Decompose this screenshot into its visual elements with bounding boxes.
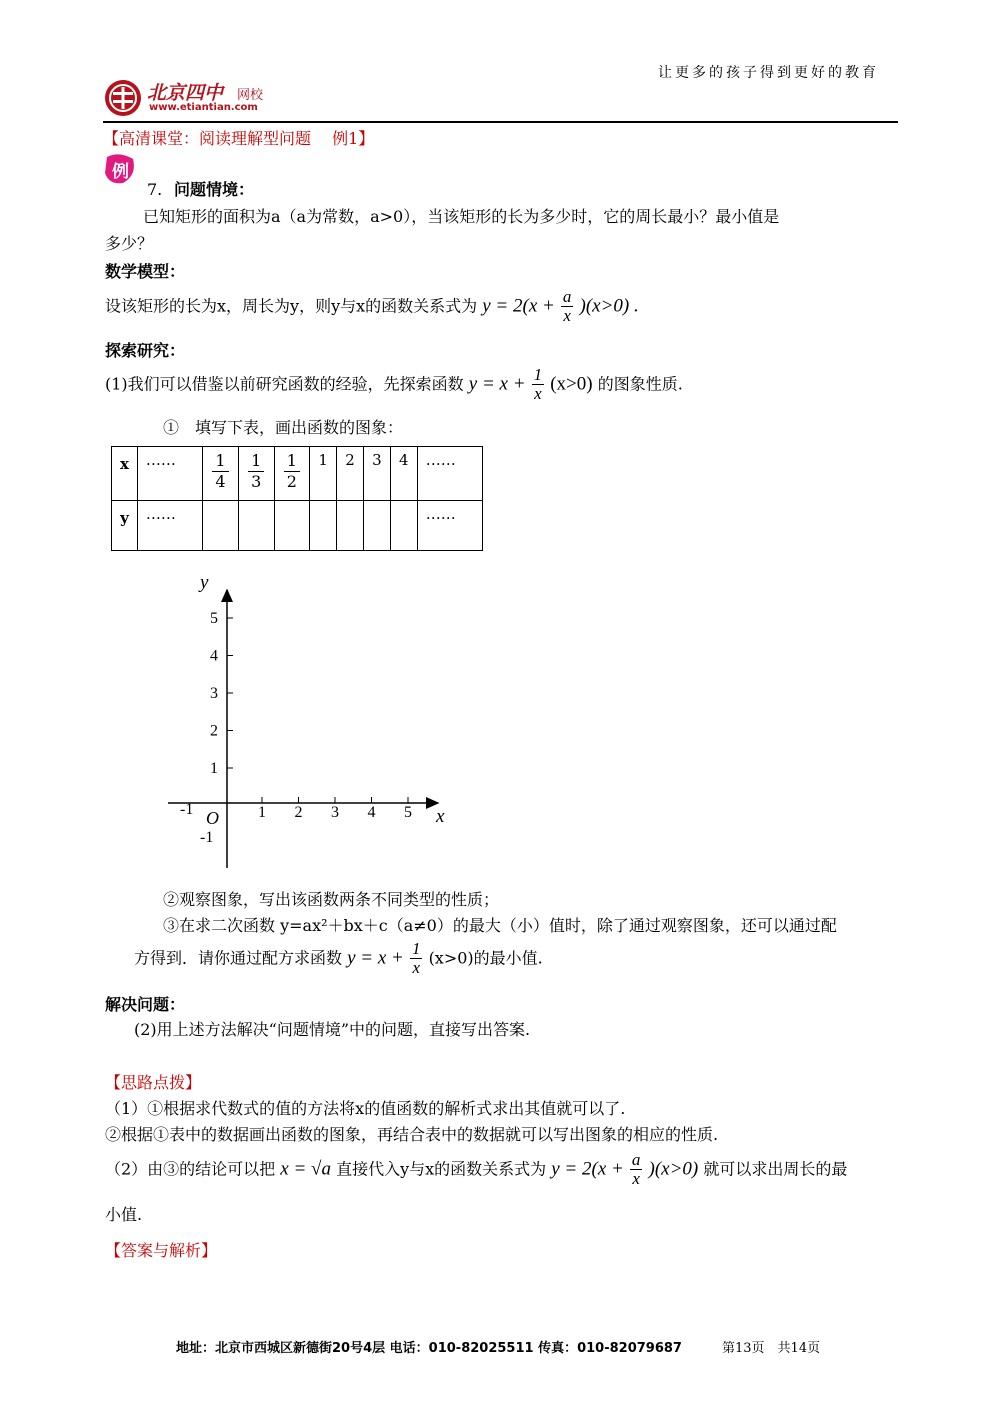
table-cell: 3 [363, 447, 390, 501]
footer-address: 地址：北京市西城区新德街20号4层 电话：010-82025511 传真：010-82079687 [176, 1341, 682, 1356]
y-axis-label: y [200, 572, 209, 593]
table-cell [337, 501, 364, 551]
y-tick-label: 3 [210, 685, 218, 702]
hints-title: 【思路点拨】 [105, 1073, 202, 1092]
x-tick-label: 5 [404, 804, 412, 821]
hints-line1: （1）①根据求代数式的值的方法将x的值函数的解析式求出其值就可以了. [105, 1099, 626, 1118]
hints-line2: ②根据①表中的数据画出函数的图象，再结合表中的数据就可以写出图象的相应的性质. [105, 1125, 719, 1144]
table-cell [310, 501, 337, 551]
table-cell [203, 501, 239, 551]
table-row [112, 447, 483, 501]
step2: ②观察图象，写出该函数两条不同类型的性质； [163, 890, 500, 909]
logo-emblem-icon [103, 78, 143, 118]
x-tick-label: 2 [294, 804, 303, 821]
problem-number: 7. [147, 180, 163, 199]
explore-title: 探索研究： [105, 341, 186, 360]
table-row [112, 501, 483, 551]
solve-title: 解决问题： [105, 995, 186, 1014]
table-row-head: y [112, 501, 138, 551]
step3-line2: 方得到．请你通过配方求函数 y = x + $\frac{1}{x}$ (x>0)的最小值. [134, 939, 543, 977]
neg-x-label: -1 [180, 801, 194, 818]
hints-line3: （2）由③的结论可以把 x = √a 直接代入y与x的函数关系式为 y = 2(x + $\frac{a}{x}$ )(x>0) 就可以求出周长的最 [105, 1150, 848, 1188]
table-cell: 4 [390, 447, 417, 501]
header-rule [103, 121, 898, 123]
y-tick-label: 4 [210, 647, 218, 665]
logo-sub: 网校 [237, 88, 264, 103]
table-cell [274, 501, 310, 551]
logo [103, 78, 293, 118]
fraction-value: $\frac{1}{3}$ [248, 451, 264, 492]
y-tick-label: 5 [210, 610, 218, 627]
table-cell: …… [137, 447, 202, 501]
table-cell: 1 [310, 447, 337, 501]
table-cell: …… [417, 447, 482, 501]
example-badge: 例 [103, 153, 137, 185]
table-cell [238, 501, 274, 551]
model-line: 设该矩形的长为x，周长为y，则y与x的函数关系式为 y = 2(x + $\frac{a}{x}$ )(x>0) . [105, 287, 639, 325]
x-axis-label: x [436, 806, 445, 827]
header-slogan: 让更多的孩子得到更好的教育 [658, 65, 879, 81]
footer-page: 第13页 共14页 [722, 1341, 821, 1356]
table-cell [274, 447, 310, 501]
section-tag: 【高清课堂：阅读理解型问题 例1】 [103, 129, 375, 148]
coordinate-graph [160, 570, 460, 870]
step3-line1: ③在求二次函数 y=ax²＋bx＋c（a≠0）的最大（小）值时，除了通过观察图象，还可以通过配 [163, 916, 837, 935]
table-cell: …… [417, 501, 482, 551]
explore-line1: (1)我们可以借鉴以前研究函数的经验，先探索函数 y = x + $\frac{1}{x}$ (x>0) 的图象性质. [105, 365, 683, 403]
table-cell [390, 501, 417, 551]
situation-title: 问题情境： [174, 180, 255, 199]
table-cell: …… [137, 501, 202, 551]
origin-label: O [206, 808, 219, 828]
logo-url: www.etiantian.com [149, 102, 258, 113]
situation-line2: 多少？ [105, 234, 154, 253]
x-tick-label: 4 [367, 804, 376, 821]
y-tick-label: 2 [210, 722, 218, 740]
table-cell [238, 447, 274, 501]
fraction-value: $\frac{1}{2}$ [284, 451, 300, 492]
situation-line1: 已知矩形的面积为a（a为常数，a>0），当该矩形的长为多少时，它的周长最小？最小值是 [143, 207, 780, 226]
value-table [111, 446, 483, 551]
x-tick-label: 3 [331, 804, 339, 821]
model-title: 数学模型： [105, 262, 186, 281]
neg-y-label: -1 [200, 829, 214, 846]
fraction-value: $\frac{1}{4}$ [212, 451, 228, 492]
step1: ① 填写下表，画出函数的图象： [163, 418, 404, 437]
answer-title: 【答案与解析】 [105, 1241, 218, 1260]
table-cell: 2 [337, 447, 364, 501]
y-tick-label: 1 [210, 760, 218, 777]
table-cell [363, 501, 390, 551]
solve-text: (2)用上述方法解决“问题情境”中的问题，直接写出答案. [134, 1020, 531, 1039]
logo-text: 北京四中 [147, 82, 224, 104]
x-tick-label: 1 [258, 804, 266, 821]
table-row-head: x [112, 447, 138, 501]
table-cell [203, 447, 239, 501]
hints-line4: 小值. [105, 1205, 143, 1224]
